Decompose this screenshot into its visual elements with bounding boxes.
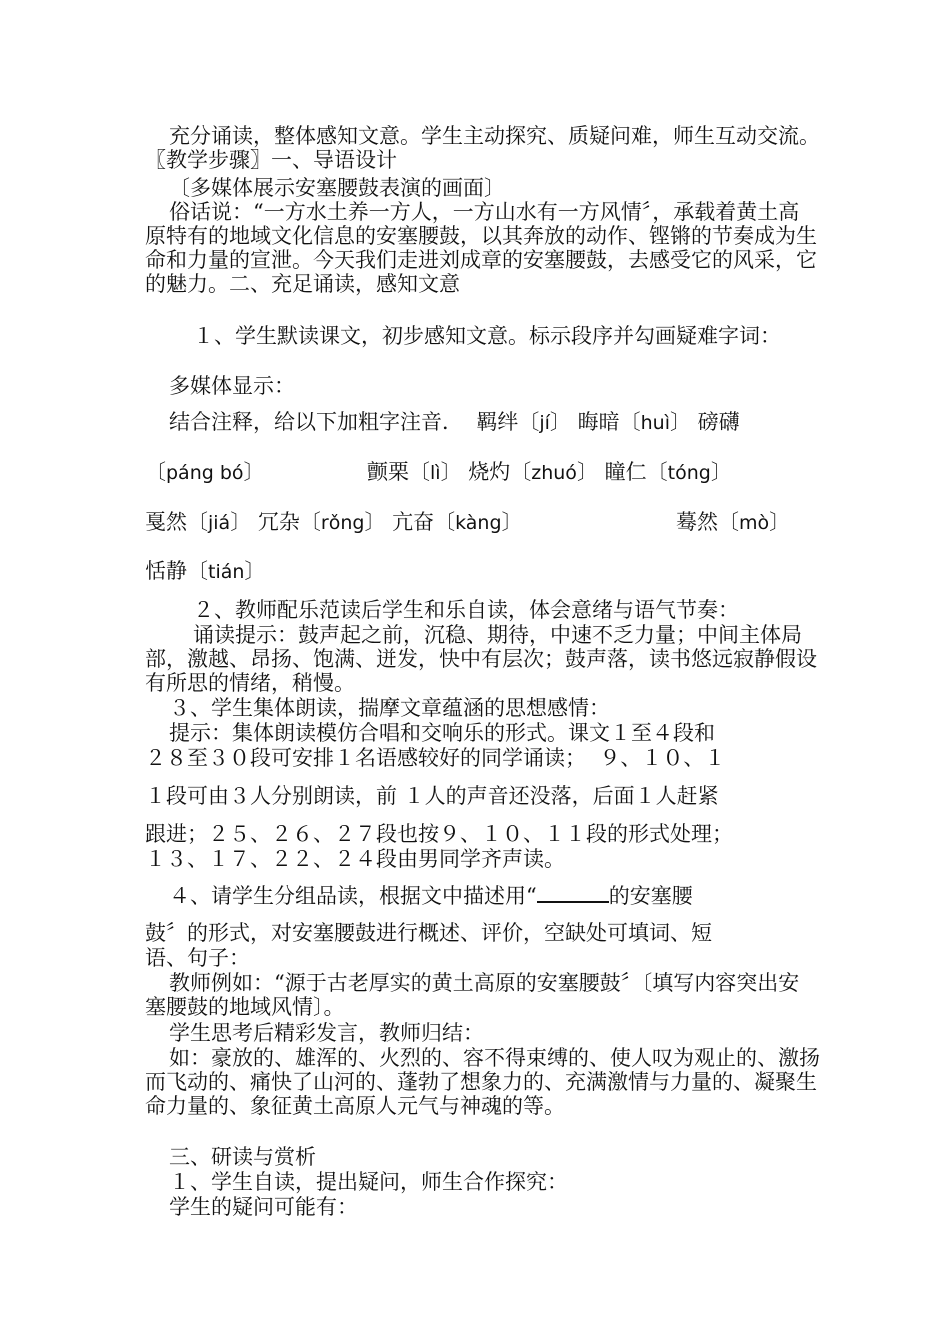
pron-word: 戛然 [145,510,187,534]
hint-line-1: 提示：集体朗读模仿合唱和交响乐的形式。课文１至４段和 [169,721,715,745]
step-4-line-1 [169,883,693,908]
fill-in-blank [537,883,609,903]
paragraph-proverb: 俗话说：“一方水土养一方人，一方山水有一方风情〞，承载着黄土高原特有的地域文化信息的安塞腰鼓，以其奔放的动作、铿锵的节奏成为生命和力量的宣泄。今天我们走进刘成章的安塞腰鼓，去感受它的风采，它的魅力。二、充足诵读，感知文意 [145,200,817,296]
hint-line-3: １段可由３人分别朗读，前 １人的声音还没落，后面１人赶紧 [145,784,719,808]
paragraph-media-display: 〔多媒体展示安塞腰鼓表演的画面〕 [169,176,505,200]
paragraph-media-show: 多媒体显示： [169,374,295,398]
pron-word: 冗杂 [257,510,300,534]
hint-line-5: １３、１７、２２、２４段由男同学齐声读。 [145,847,565,871]
pron-word: 恬静 [145,559,187,583]
pron-pinyin: tián [208,561,245,583]
step-4-text-end: 的安塞腰 [608,884,693,908]
pron-pinyin: zhuó [531,462,577,484]
paragraph-step-2: ２、教师配乐范读后学生和乐自读，体会意绪与语气节奏： [193,598,739,622]
paragraph-intro: 充分诵读，整体感知文意。学生主动探究、质疑问难，师生互动交流。〖教学步骤〗一、导语设计 [145,124,820,172]
paragraph-questions: 学生的疑问可能有： [169,1195,358,1219]
pron-pinyin: rǒng [320,512,365,534]
pron-pinyin: lì [430,462,441,484]
paragraph-step-3: ３、学生集体朗读，揣摩文章蕴涵的思想感情： [169,696,610,720]
pronunciation-line-3: 戛然〔jiá〕 冗杂〔rǒng〕 亢奋〔kàng〕 [145,510,523,534]
pron-word: 亢奋 [392,510,435,534]
step-4-line-2: 鼓〞的形式，对安塞腰鼓进行概述、评价，空缺处可填词、短 [145,921,712,945]
pronunciation-intro: 结合注释，给以下加粗字注音． [169,410,463,434]
paragraph-step-3-1: １、学生自读，提出疑问，师生合作探究： [169,1170,568,1194]
pronunciation-line-3b: 蓦然〔mò〕 [676,510,791,534]
paragraph-reading-tips: 诵读提示：鼓声起之前，沉稳、期待，中速不乏力量；中间主体局部，激越、昂扬、饱满、迸发，快中有层次；鼓声落，读书悠远寂静假设有所思的情绪，稍慢。 [145,623,817,695]
step-4-text: ４、请学生分组品读，根据文中描述用“ [169,884,537,908]
pron-pinyin: jiá [208,512,231,534]
pron-word: 羁绊 [476,410,519,434]
pron-word: 烧灼 [468,460,511,484]
pronunciation-line-4: 恬静〔tián〕 [145,559,266,583]
hint-line-2: ２８至３０段可安排１名语感较好的同学诵读； ９、１０、１ [145,746,726,770]
hint-line-4: 跟进；２５、２６、２７段也按９、１０、１１段的形式处理； [145,822,733,846]
pron-word: 蓦然 [676,510,718,534]
pron-pinyin: páng bó [166,462,244,484]
pron-word: 晦暗 [577,410,620,434]
pron-pinyin: mò [739,512,770,534]
pronunciation-line-2: 〔páng bó〕 [145,460,265,484]
pron-word: 瞳仁 [604,460,647,484]
pronunciation-line-2b: 颤栗〔lì〕 烧灼〔zhuó〕 瞳仁〔tóng〕 [367,460,732,484]
pron-pinyin: kàng [455,512,502,534]
pron-pinyin: tóng [667,462,711,484]
paragraph-examples: 如：豪放的、雄浑的、火烈的、容不得束缚的、使人叹为观止的、激扬而飞动的、痛快了山河的、蓬勃了想象力的、充满激情与力量的、凝聚生命力量的、象征黄土高原人元气与神魂的等。 [145,1046,820,1118]
pronunciation-line-1: 结合注释，给以下加粗字注音． 羁绊〔jí〕 晦暗〔huì〕 磅礴 [169,410,740,434]
section-heading-3: 三、研读与赏析 [169,1145,316,1169]
paragraph-step-1: １、学生默读课文，初步感知文意。标示段序并勾画疑难字词： [193,324,781,348]
paragraph-teacher-example: 教师例如：“源于古老厚实的黄土高原的安塞腰鼓〞〔填写内容突出安塞腰鼓的地域风情〕。 [145,971,800,1019]
pron-word: 磅礴 [697,410,740,434]
pron-pinyin: jí [539,412,550,434]
paragraph-student-discussion: 学生思考后精彩发言，教师归结： [169,1021,484,1045]
pron-word: 颤栗 [367,460,409,484]
pron-pinyin: huì [640,412,670,434]
step-4-line-3: 语、句子： [145,946,250,970]
